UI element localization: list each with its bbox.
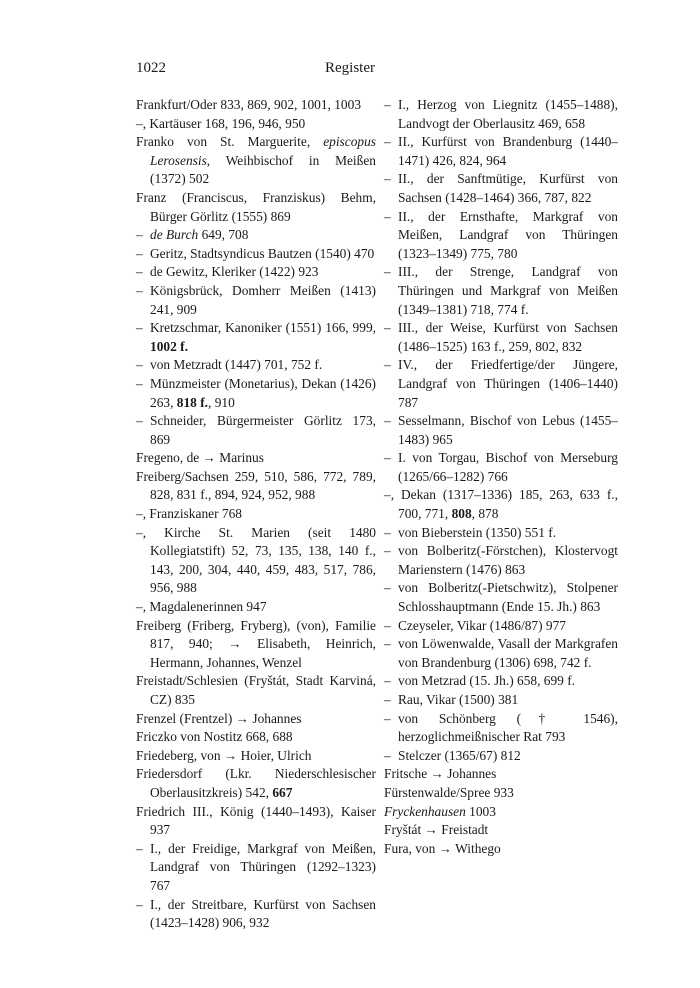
index-entry — [384, 412, 618, 449]
index-entry — [136, 449, 376, 468]
index-entry-text: von Schönberg († 1546), herzoglichmeißnischer Rat 793 — [398, 710, 618, 745]
page-number: 1022 — [136, 60, 166, 76]
index-entry — [136, 617, 376, 673]
index-entry-text: III., der Weise, Kurfürst von Sachsen (1486–1525) 163 f., 259, 802, 832 — [398, 320, 618, 354]
index-entry-text: Fryštát → Freistadt — [384, 822, 489, 838]
index-entry — [136, 319, 376, 356]
index-entry — [136, 189, 376, 226]
index-entry-text: –, Franziskaner 768 — [136, 506, 242, 522]
index-entry — [384, 840, 618, 859]
index-entry-text: Franko von St. Marguerite, — [136, 134, 324, 150]
index-entry-text: Schneider, Bürgermeister Görlitz 173, 869 — [150, 413, 376, 447]
index-entry — [384, 208, 618, 264]
running-head: Register — [325, 60, 375, 76]
index-entry — [136, 728, 376, 747]
index-entry-text: I., Herzog von Liegnitz (1455–1488), Landvogt der Oberlausitz 469, 658 — [398, 97, 618, 131]
index-entry-text: I., der Streitbare, Kurfürst von Sachsen (1423–1428) 906, 932 — [150, 896, 376, 931]
index-entry — [384, 710, 618, 747]
index-entry-text: Friedeberg, von → Hoier, Ulrich — [136, 747, 312, 763]
index-entry — [384, 691, 618, 710]
index-entry-text: Sesselmann, Bischof von Lebus (1455–1483) 965 — [398, 413, 618, 447]
index-entry — [384, 747, 618, 766]
index-entry-text: , Weihbischof in Meißen (1372) 502 — [150, 152, 376, 187]
index-entry-text: II., der Sanftmütige, Kurfürst von Sachsen (1428–1464) 366, 787, 822 — [398, 171, 618, 205]
index-entry-text: I., der Freidige, Markgraf von Meißen, Landgraf von Thüringen (1292–1323) 767 — [150, 840, 376, 893]
index-entry — [384, 579, 618, 616]
index-entry-text: Friczko von Nostitz 668, 688 — [136, 729, 293, 745]
index-entry-text: , 878 — [471, 506, 499, 522]
index-entry-text: Rau, Vikar (1500) 381 — [398, 692, 519, 707]
index-entry — [136, 282, 376, 319]
index-entry — [136, 710, 376, 729]
index-entry — [136, 115, 376, 134]
index-entry — [136, 245, 376, 264]
index-entry — [384, 784, 618, 803]
register-column-left — [136, 96, 376, 933]
index-entry — [136, 412, 376, 449]
index-entry — [136, 263, 376, 282]
index-entry-text: Kretzschmar, Kanoniker (1551) 166, 999, — [150, 320, 376, 336]
index-entry-text: 1003 — [465, 803, 496, 819]
index-entry — [136, 840, 376, 896]
index-entry-text: von Löwenwalde, Vasall der Markgrafen von Brandenburg (1306) 698, 742 f. — [398, 636, 618, 670]
index-entry-text: Frankfurt/Oder 833, 869, 902, 1001, 1003 — [136, 97, 362, 112]
index-entry-text: , 910 — [208, 394, 235, 410]
index-entry-text: Fritsche → Johannes — [384, 766, 497, 782]
index-entry-text: Fura, von → Withego — [384, 840, 501, 856]
index-entry — [136, 765, 376, 802]
index-entry-text: –, Dekan (1317–1336) 185, 263, 633 f., 700, 771, — [384, 487, 618, 522]
index-entry — [384, 319, 618, 356]
index-entry-text: –, Kartäuser 168, 196, 946, 950 — [136, 115, 306, 131]
index-entry — [136, 505, 376, 524]
index-entry — [384, 542, 618, 579]
index-entry-text: –, Magdalenerinnen 947 — [136, 599, 267, 615]
index-entry-text: Franz (Franciscus, Franziskus) Behm, Bürger Görlitz (1555) 869 — [136, 189, 376, 224]
index-entry — [136, 133, 376, 189]
index-entry — [384, 170, 618, 207]
index-entry-text: I. von Torgau, Bischof von Merseburg (1265/66–1282) 766 — [398, 450, 618, 484]
index-entry — [136, 356, 376, 375]
index-entry-text: Frenzel (Frentzel) → Johannes — [136, 710, 302, 726]
index-entry — [136, 672, 376, 709]
index-entry-text: 808 — [451, 506, 472, 522]
index-entry-text: 818 f. — [176, 394, 209, 410]
index-entry-text: Czeyseler, Vikar (1486/87) 977 — [398, 617, 566, 633]
index-entry-text: de Gewitz, Kleriker (1422) 923 — [150, 264, 319, 280]
index-entry — [136, 747, 376, 766]
register-column-right — [384, 96, 618, 858]
index-entry-text: Friedrich III., König (1440–1493), Kaiser 937 — [136, 803, 376, 838]
index-entry — [384, 617, 618, 636]
index-entry — [136, 896, 376, 933]
index-entry-text: Geritz, Stadtsyndicus Bautzen (1540) 470 — [150, 245, 375, 261]
index-entry-text: Friedersdorf (Lkr. Niederschlesischer Oberlausitzkreis) 542, — [136, 766, 376, 800]
index-entry-text: 649, 708 — [198, 227, 249, 243]
index-entry — [384, 133, 618, 170]
index-entry-text: Freiberg/Sachsen 259, 510, 586, 772, 789, 828, 831 f., 894, 924, 952, 988 — [136, 468, 376, 503]
index-entry-text: Münzmeister (Monetarius), Dekan (1426) 263, — [150, 375, 376, 410]
index-entry-text: –, Kirche St. Marien (seit 1480 Kollegiatstift) 52, 73, 135, 138, 140 f., 143, 200, 304, 440, 459, 483, 517, 786, 956, 988 — [136, 524, 376, 596]
index-entry — [384, 524, 618, 543]
index-entry-text: IV., der Friedfertige/der Jüngere, Landgraf von Thüringen (1406–1440) 787 — [398, 357, 618, 410]
index-entry — [384, 635, 618, 672]
index-entry-text: II., Kurfürst von Brandenburg (1440–1471) 426, 824, 964 — [398, 134, 618, 168]
index-entry — [136, 524, 376, 598]
index-entry — [384, 486, 618, 523]
index-entry-text: Stelczer (1365/67) 812 — [398, 747, 521, 763]
index-entry — [136, 468, 376, 505]
index-entry — [136, 226, 376, 245]
index-entry — [384, 356, 618, 412]
index-entry-text: de Burch — [150, 227, 199, 243]
index-entry — [384, 449, 618, 486]
index-entry — [136, 803, 376, 840]
index-entry-text: Fregeno, de → Marinus — [136, 450, 264, 466]
index-entry-text: III., der Strenge, Landgraf von Thüringen und Markgraf von Meißen (1349–1381) 718, 774 f. — [398, 264, 618, 317]
index-entry-text: 667 — [272, 784, 293, 800]
index-entry — [384, 263, 618, 319]
index-entry-text: von Metzrad (15. Jh.) 658, 699 f. — [398, 673, 576, 689]
index-entry — [384, 803, 618, 822]
index-entry-text: von Bolberitz(-Förstchen), Klostervogt Marienstern (1476) 863 — [398, 543, 618, 577]
index-entry — [384, 672, 618, 691]
index-entry-text: Freiberg (Friberg, Fryberg), (von), Familie 817, 940; → Elisabeth, Heinrich, Hermann, Johannes, Wenzel — [136, 617, 376, 670]
index-entry-text: Fürstenwalde/Spree 933 — [384, 784, 514, 800]
index-entry-text: II., der Ernsthafte, Markgraf von Meißen, Landgraf von Thüringen (1323–1349) 775, 780 — [398, 208, 618, 261]
index-entry-text: episcopus Lerosensis — [150, 134, 376, 168]
index-entry-text: Freistadt/Schlesien (Fryštát, Stadt Karviná, CZ) 835 — [136, 673, 376, 707]
index-entry — [136, 598, 376, 617]
index-entry-text: von Bieberstein (1350) 551 f. — [398, 524, 557, 540]
index-entry — [136, 375, 376, 412]
index-entry-text: von Metzradt (1447) 701, 752 f. — [150, 357, 323, 373]
index-entry-text: Fryckenhausen — [384, 803, 466, 819]
index-entry-text: Königsbrück, Domherr Meißen (1413) 241, 909 — [150, 282, 376, 317]
index-entry-text: von Bolberitz(-Pietschwitz), Stolpener Schlosshauptmann (Ende 15. Jh.) 863 — [398, 580, 618, 615]
index-entry — [384, 821, 618, 840]
index-entry — [136, 96, 376, 115]
index-entry-text: 1002 f. — [150, 338, 188, 354]
index-entry — [384, 96, 618, 133]
index-entry — [384, 765, 618, 784]
